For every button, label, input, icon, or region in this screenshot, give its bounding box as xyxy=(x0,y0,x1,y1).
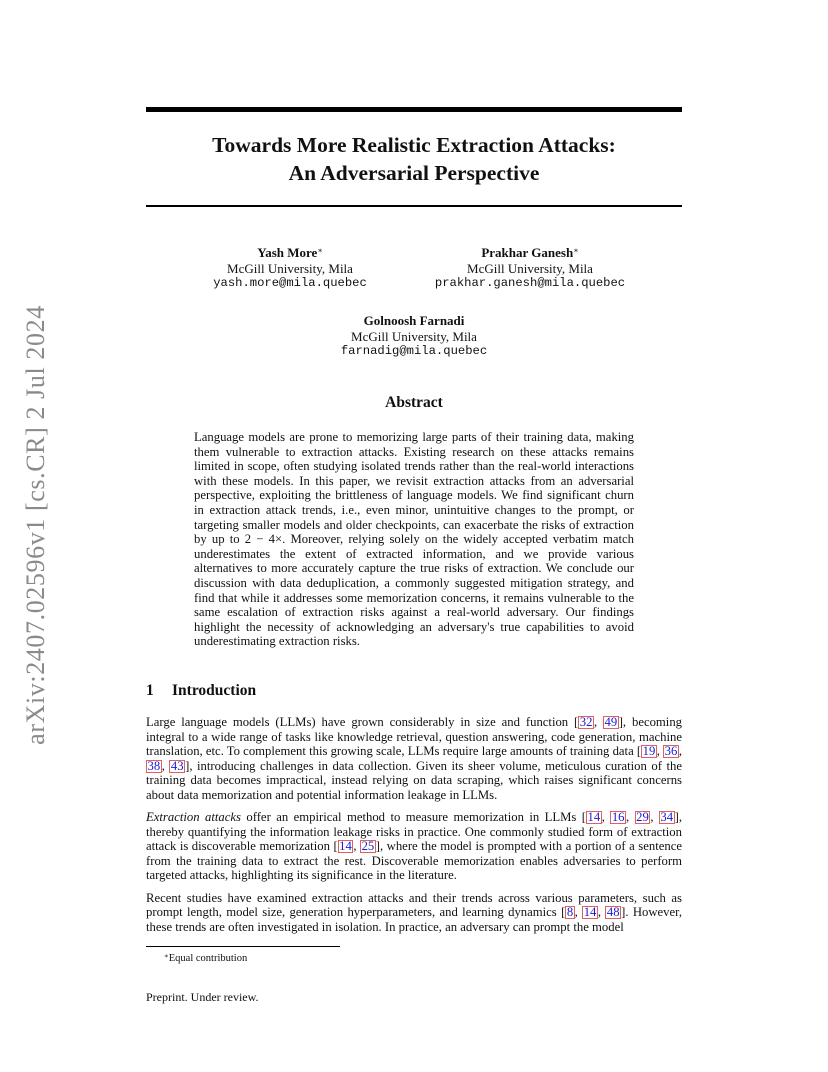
author-affiliation: McGill University, Mila xyxy=(467,260,593,276)
author-email: farnadig@mila.quebec xyxy=(340,344,488,358)
title-line-1: Towards More Realistic Extraction Attacks: xyxy=(212,133,616,157)
author-block xyxy=(420,243,640,292)
footnote-text: Equal contribution xyxy=(168,953,248,964)
paper-title xyxy=(146,131,682,187)
author-name: Yash More xyxy=(257,245,318,260)
introduction-body xyxy=(146,715,682,942)
citation-link[interactable]: 49 xyxy=(604,715,618,729)
author-affiliation: McGill University, Mila xyxy=(351,328,477,344)
title-bottom-rule xyxy=(146,205,682,207)
footnote-mark: ∗ xyxy=(164,952,169,960)
paragraph: Recent studies have examined extraction attacks and their trends across various parameters, such as prompt length, model size, generation hyperparameters, and learning dynamics [ 8 , 14 , 48 ]. However, these trends are often investigated in isolation. In practice, an adversary can prompt the model xyxy=(146,890,683,934)
emphasis-term: Extraction attacks xyxy=(146,810,241,825)
citation-link[interactable]: 43 xyxy=(170,758,184,773)
section-title: Introduction xyxy=(172,682,257,699)
arxiv-side-stamp: arXiv:2407.02596v1 [cs.CR] 2 Jul 2024 xyxy=(21,305,50,745)
citation-link[interactable]: 16 xyxy=(611,810,625,825)
paragraph: Large language models (LLMs) have grown considerably in size and function [ 32 , 49 ], becoming integral to a wide range of tasks like knowledge retrieval, question answering, code generation, machine translation, etc. To complement this growing scale, LLMs require large amounts of training data [ 19 , 36 , 38 , 43 ], introducing challenges in data collection. Given its sheer volume, meticulous curation of the training data becomes impractical, instead relying on data scraping, which raises significant concerns about data memorization and potential information leakage in LLMs. xyxy=(146,715,683,802)
citation-link[interactable]: 19 xyxy=(642,744,656,759)
author-name: Prakhar Ganesh xyxy=(481,245,574,260)
author-email: yash.more@mila.quebec xyxy=(213,276,367,290)
footnote-rule xyxy=(146,946,340,947)
equal-contribution-mark: ∗ xyxy=(573,246,579,255)
author-affiliation: McGill University, Mila xyxy=(227,260,353,276)
citation-link[interactable]: 32 xyxy=(579,715,593,729)
citation-link[interactable]: 14 xyxy=(587,810,601,825)
section-number: 1 xyxy=(146,682,154,699)
footnote xyxy=(164,950,247,965)
citation-link[interactable]: 25 xyxy=(361,839,375,854)
section-heading xyxy=(146,682,256,700)
citation-link[interactable]: 14 xyxy=(339,839,352,854)
citation-link[interactable]: 29 xyxy=(636,810,649,825)
citation-link[interactable]: 38 xyxy=(147,758,161,773)
author-email: prakhar.ganesh@mila.quebec xyxy=(434,276,626,290)
author-name: Golnoosh Farnadi xyxy=(363,313,465,328)
author-block xyxy=(190,243,390,292)
citation-link[interactable]: 14 xyxy=(583,905,597,920)
citation-link[interactable]: 48 xyxy=(606,905,620,920)
citation-link[interactable]: 8 xyxy=(566,905,574,920)
title-line-2: An Adversarial Perspective xyxy=(288,161,540,185)
equal-contribution-mark: ∗ xyxy=(317,246,323,255)
paragraph: Extraction attacks offer an empirical method to measure memorization in LLMs [ 14 , 16 , 29 , 34 ], thereby quantifying the information leakage risks in practice. One commonly studied form of extraction attack is discoverable memorization [ 14 , 25 ], where the model is prompted with a portion of a sentence from the training data to extract the rest. Discoverable memorization enables adversaries to perform targeted attacks, highlighting its significance in the literature. xyxy=(146,810,683,883)
title-top-rule xyxy=(146,107,682,112)
abstract-heading: Abstract xyxy=(385,394,443,411)
abstract-text: Language models are prone to memorizing large parts of their training data, making them vulnerable to extraction attacks. Existing research on these attacks remains limited in scope, often studying isolated trends rather than the real-world interactions with these models. In this paper, we revisit extraction attacks from an adversarial perspective, exploiting the brittleness of language models. We find significant churn in extraction attack trends, i.e., even minor, unintuitive changes to the prompt, or targeting smaller models and older checkpoints, can exacerbate the risks of extraction by up to 2 − 4×. Moreover, relying solely on the widely accepted verbatim match underestimates the extent of extracted information, and we provide various alternatives to more accurately capture the true risks of extraction. We conclude our discussion with data deduplication, a commonly suggested mitigation strategy, and find that while it addresses some memorization concerns, it remains vulnerable to the same escalation of extraction risks against a real-world adversary. Our findings highlight the necessity of acknowledging an adversary's true capabilities to avoid underestimating extraction risks. xyxy=(194,430,634,649)
citation-link[interactable]: 36 xyxy=(664,744,678,759)
author-block xyxy=(314,313,514,360)
preprint-note: Preprint. Under review. xyxy=(146,990,259,1004)
citation-link[interactable]: 34 xyxy=(660,810,674,825)
